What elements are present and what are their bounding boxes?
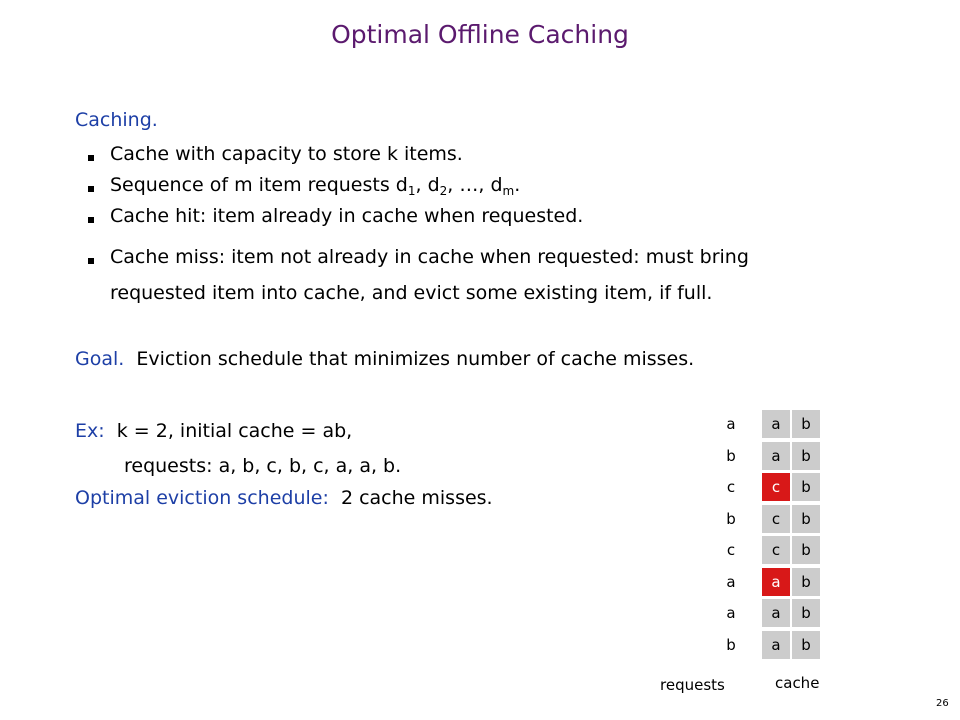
bullet-cache-miss-line2: requested item into cache, and evict some existing item, if full. [110,282,713,304]
cache-cell: b [792,599,820,627]
example-line1: Ex: k = 2, initial cache = ab, [75,420,353,442]
cache-cell: a [762,442,790,470]
request-item: a [726,573,736,591]
cache-cell-miss: a [762,568,790,596]
page-number: 26 [936,698,949,709]
caching-heading: Caching. [75,109,158,131]
request-item: c [726,541,736,559]
cache-cell: a [762,410,790,438]
cache-label: cache [775,674,820,692]
requests-label: requests [660,676,725,694]
request-item: b [726,447,736,465]
bullet-icon [88,217,94,223]
slide-title: Optimal Offline Caching [331,20,629,49]
cache-cell: b [792,631,820,659]
example-line2: requests: a, b, c, b, c, a, a, b. [124,455,402,477]
request-item: c [726,478,736,496]
bullet-cache-miss-line1: Cache miss: item not already in cache when requested: must bring [110,246,749,268]
request-item: a [726,415,736,433]
cache-cell: b [792,568,820,596]
request-item: a [726,604,736,622]
cache-cell: b [792,410,820,438]
bullet-cache-hit: Cache hit: item already in cache when requested. [110,205,584,227]
cache-cell: b [792,505,820,533]
bullet-icon [88,155,94,161]
cache-cell: c [762,505,790,533]
cache-cell: a [762,631,790,659]
example-optimal: Optimal eviction schedule: 2 cache misses. [75,487,493,509]
bullet-icon [88,186,94,192]
cache-cell: b [792,442,820,470]
cache-cell: b [792,536,820,564]
cache-cell: c [762,536,790,564]
bullet-request-sequence: Sequence of m item requests $d_1$, $d_2$, …, $d_m$. [110,174,521,198]
bullet-icon [88,258,94,264]
request-item: b [726,636,736,654]
request-item: b [726,510,736,528]
cache-cell-miss: c [762,473,790,501]
cache-cell: b [792,473,820,501]
goal-statement: Goal. Eviction schedule that minimizes number of cache misses. [75,348,695,370]
cache-cell: a [762,599,790,627]
bullet-cache-capacity: Cache with capacity to store k items. [110,143,463,165]
